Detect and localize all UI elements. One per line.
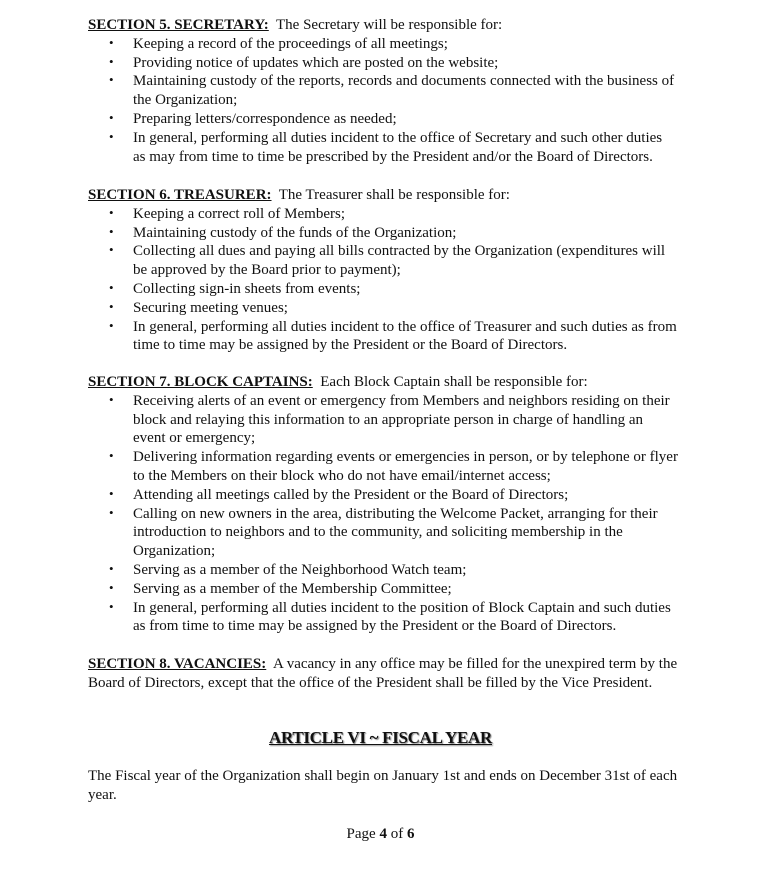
article-text: The Fiscal year of the Organization shall begin on January 1st and ends on December 31st of each year. <box>88 768 678 803</box>
duties-list <box>88 205 678 355</box>
list-item: • Receiving alerts of an event or emergency from Members and neighbors residing on their block and relaying this information to an appropriate person in charge of handling an event or emergency; <box>109 391 670 447</box>
list-item: • Keeping a correct roll of Members; <box>109 204 345 222</box>
section-text: A vacancy in any office may be filled for the unexpired term by the Board of Directors, except that the office of the President shall be filled by the Vice President. <box>88 656 678 691</box>
list-item: • Securing meeting venues; <box>109 298 288 316</box>
duties-list <box>88 392 678 636</box>
bullet-icon: • <box>109 485 114 501</box>
section-heading: SECTION 5. SECRETARY: <box>88 17 269 33</box>
section-intro: Each Block Captain shall be responsible for: <box>320 374 588 390</box>
section-block-captains <box>88 373 678 636</box>
section-treasurer <box>88 186 678 355</box>
section-secretary <box>88 16 678 166</box>
bullet-icon: • <box>109 448 114 464</box>
bullet-icon: • <box>109 391 114 407</box>
list-item: • Collecting sign-in sheets from events; <box>109 279 361 297</box>
section-heading: SECTION 8. VACANCIES: <box>88 656 267 672</box>
section-intro-line <box>88 16 678 35</box>
list-item: • Attending all meetings called by the President or the Board of Directors; <box>109 485 569 503</box>
bullet-icon: • <box>109 579 114 595</box>
bullet-icon: • <box>109 72 114 88</box>
bullet-icon: • <box>109 298 114 314</box>
article-heading: ARTICLE VI ~ FISCAL YEAR <box>268 728 493 747</box>
list-item: • Keeping a record of the proceedings of all meetings; <box>109 34 448 52</box>
list-item: • Maintaining custody of the funds of the Organization; <box>109 223 457 241</box>
section-heading: SECTION 6. TREASURER: <box>88 187 272 203</box>
section-heading: SECTION 7. BLOCK CAPTAINS: <box>88 374 313 390</box>
bullet-icon: • <box>109 560 114 576</box>
list-item: • Serving as a member of the Membership Committee; <box>109 579 452 597</box>
list-item: • Preparing letters/correspondence as needed; <box>109 109 397 127</box>
section-intro-line <box>88 373 678 392</box>
list-item: • In general, performing all duties incident to the office of Treasurer and such duties as from time to time may be assigned by the President or the Board of Directors. <box>109 317 677 354</box>
bullet-icon: • <box>109 598 114 614</box>
bullet-icon: • <box>109 34 114 50</box>
current-page: 4 <box>379 826 387 842</box>
bullet-icon: • <box>109 317 114 333</box>
page-number <box>0 826 761 843</box>
section-intro-line <box>88 186 678 205</box>
section-intro: The Secretary will be responsible for: <box>276 17 503 33</box>
list-item: • Serving as a member of the Neighborhood Watch team; <box>109 560 467 578</box>
page-prefix: Page <box>346 826 376 842</box>
bullet-icon: • <box>109 242 114 258</box>
bullet-icon: • <box>109 53 114 69</box>
bullet-icon: • <box>109 128 114 144</box>
list-item: • Delivering information regarding events or emergencies in person, or by telephone or flyer to the Members on their block who do not have email/internet access; <box>109 448 678 484</box>
page-of: of <box>390 826 404 842</box>
list-item: • Providing notice of updates which are posted on the website; <box>109 53 499 71</box>
list-item: • In general, performing all duties incident to the position of Block Captain and such duties as from time to time may be assigned by the President or the Board of Directors. <box>109 598 671 635</box>
section-intro: The Treasurer shall be responsible for: <box>278 187 510 203</box>
bullet-icon: • <box>109 204 114 220</box>
list-item: • Maintaining custody of the reports, records and documents connected with the business of the Organization; <box>109 72 675 109</box>
bullet-icon: • <box>109 223 114 239</box>
section-vacancies <box>88 655 678 693</box>
duties-list <box>88 35 678 167</box>
list-item: • Calling on new owners in the area, distributing the Welcome Packet, arranging for their introduction to neighbors and to the community, and soliciting membership in the Organization; <box>109 504 658 560</box>
bullet-icon: • <box>109 504 114 520</box>
total-pages: 6 <box>406 826 415 842</box>
list-item: • Collecting all dues and paying all bills contracted by the Organization (expenditures will be approved by the Board prior to payment); <box>109 242 666 279</box>
list-item: • In general, performing all duties incident to the office of Secretary and such other duties as may from time to time be prescribed by the President and/or the Board of Directors. <box>109 128 663 165</box>
bullet-icon: • <box>109 279 114 295</box>
bullet-icon: • <box>109 109 114 125</box>
